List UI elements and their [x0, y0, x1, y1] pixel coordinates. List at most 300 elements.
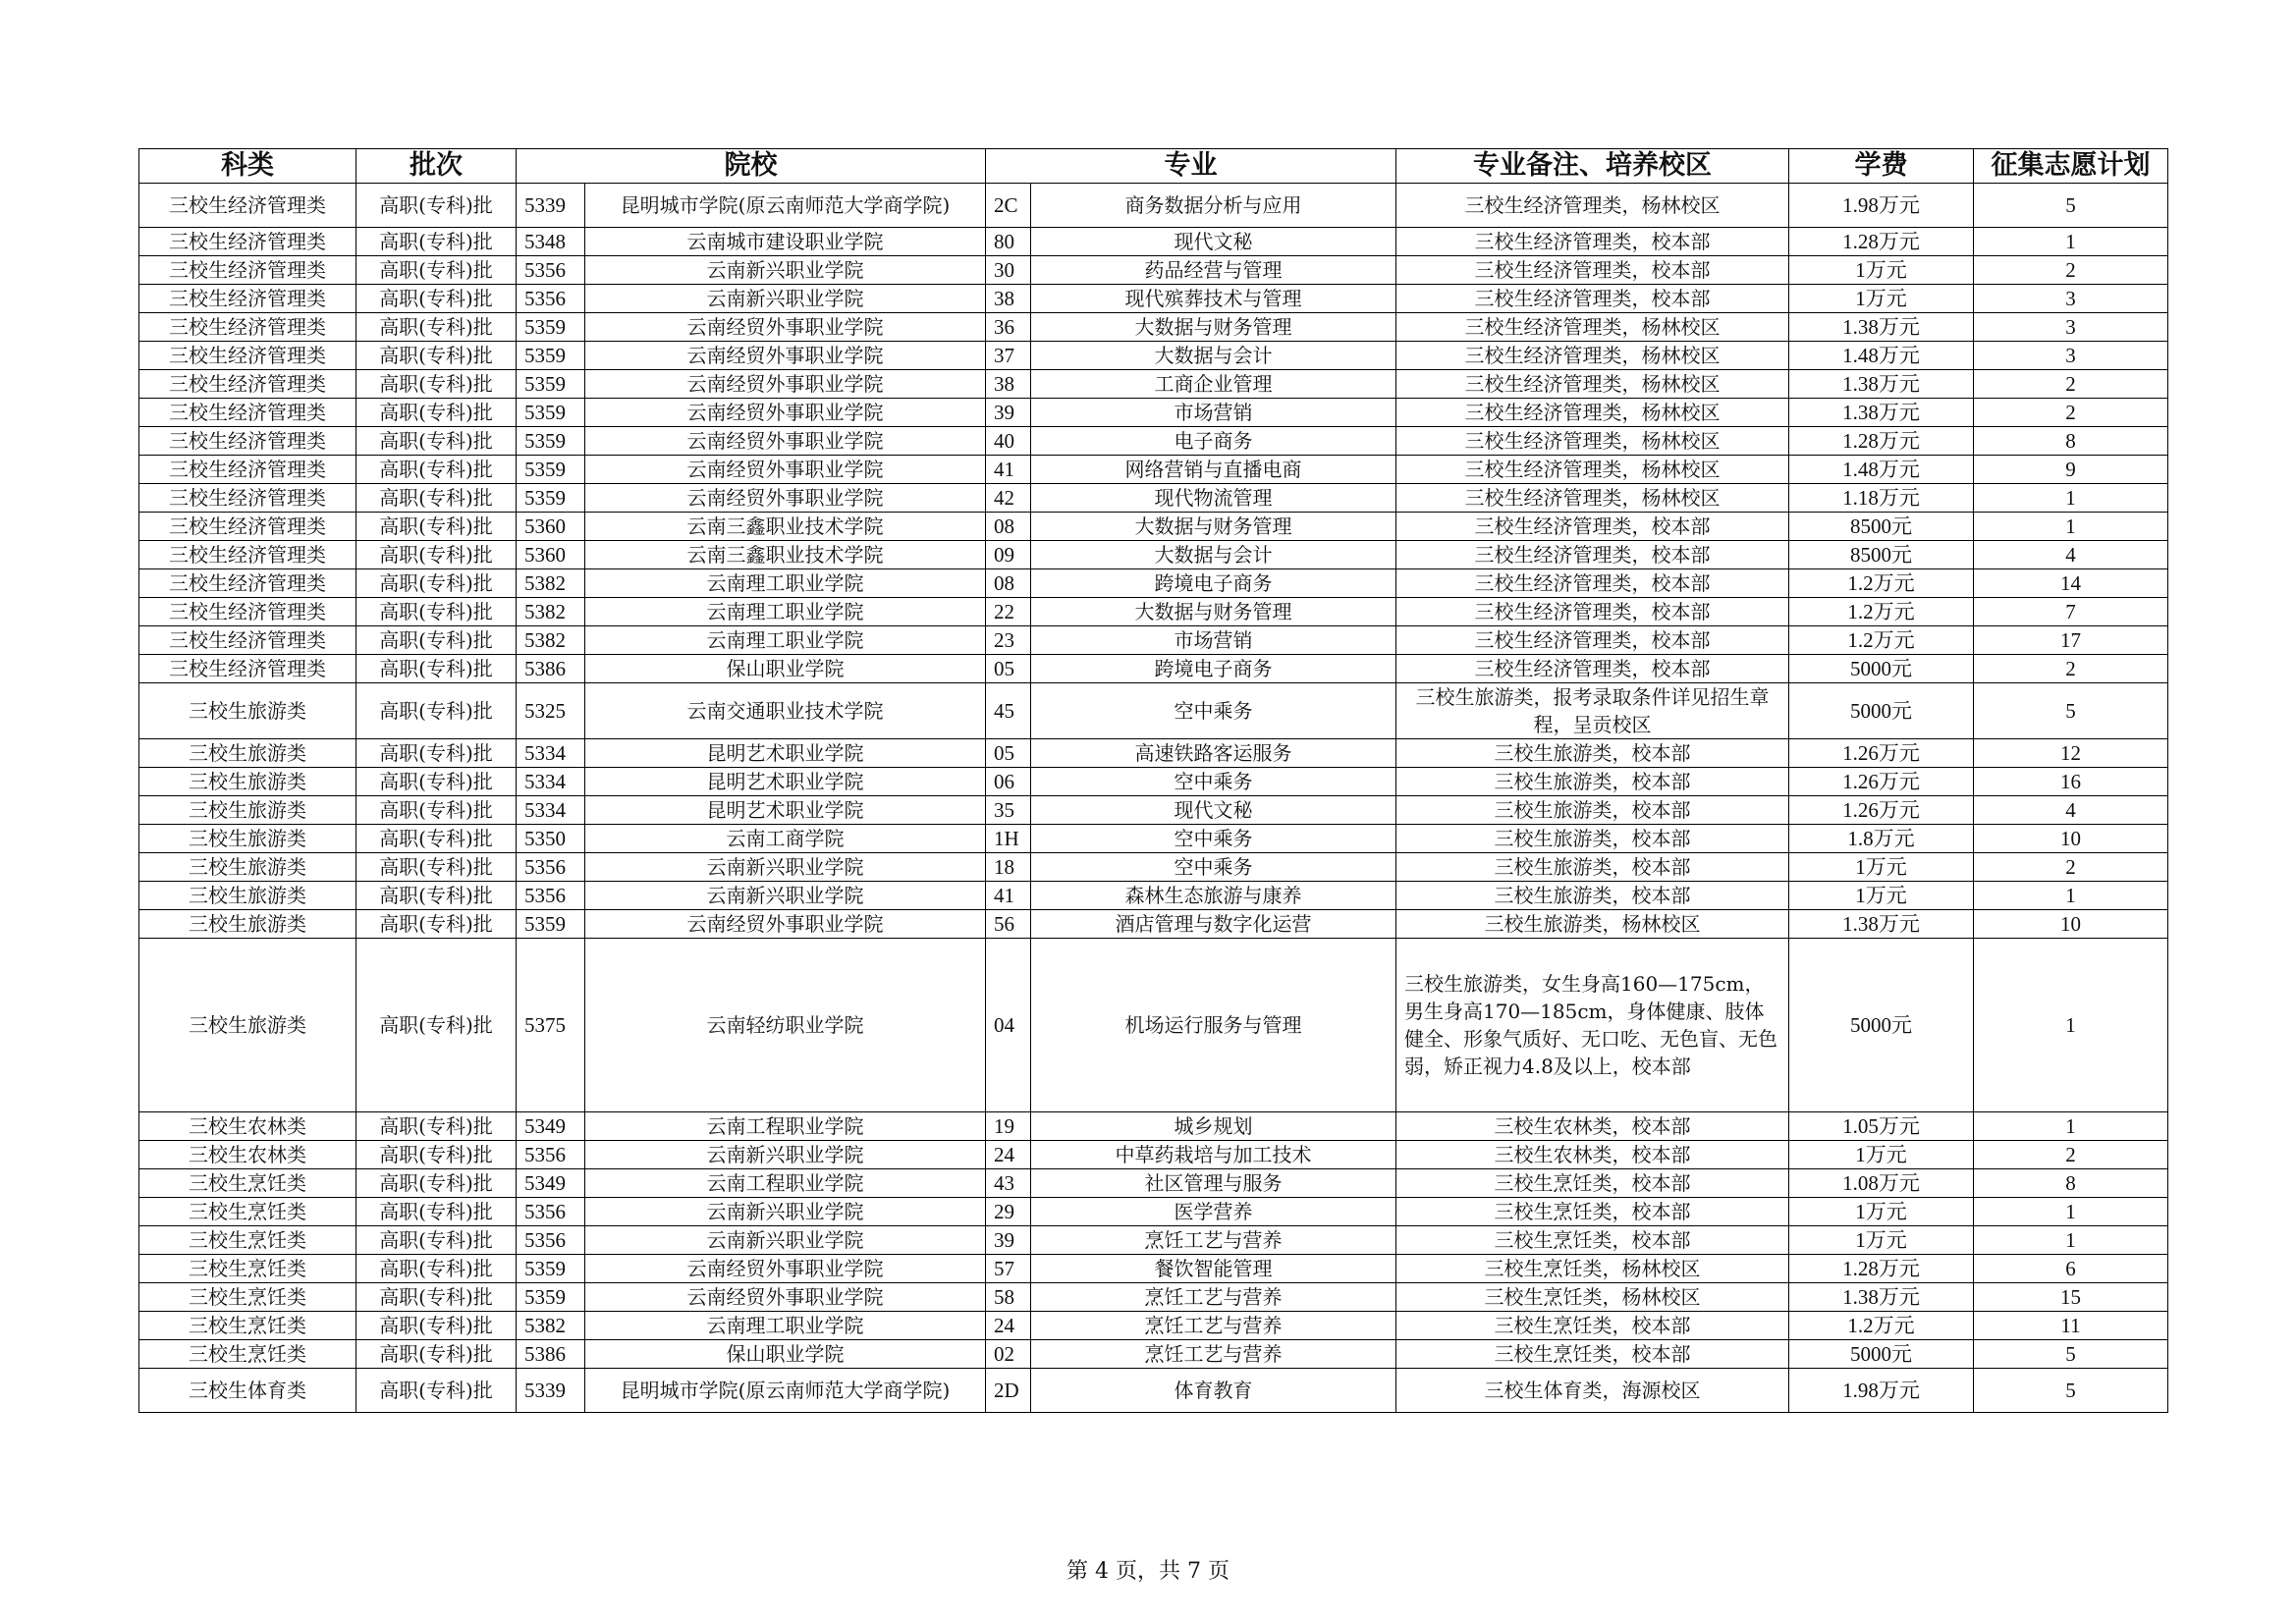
cell-batch: 高职(专科)批: [356, 1141, 517, 1169]
cell-school-code: 5382: [517, 626, 585, 655]
cell-fee: 5000元: [1789, 939, 1974, 1112]
cell-fee: 1.28万元: [1789, 1255, 1974, 1283]
cell-note: 三校生经济管理类，校本部: [1396, 256, 1789, 285]
cell-category: 三校生旅游类: [139, 683, 356, 739]
cell-plan: 4: [1974, 796, 2168, 825]
cell-fee: 1.26万元: [1789, 796, 1974, 825]
cell-fee: 1.08万元: [1789, 1169, 1974, 1198]
cell-school-code: 5356: [517, 853, 585, 882]
cell-plan: 17: [1974, 626, 2168, 655]
cell-fee: 1.28万元: [1789, 427, 1974, 456]
cell-category: 三校生烹饪类: [139, 1169, 356, 1198]
cell-major-code: 30: [986, 256, 1031, 285]
cell-school-code: 5350: [517, 825, 585, 853]
cell-major: 大数据与财务管理: [1031, 313, 1396, 342]
cell-fee: 5000元: [1789, 683, 1974, 739]
cell-school: 云南新兴职业学院: [585, 1226, 986, 1255]
cell-school-code: 5359: [517, 910, 585, 939]
cell-fee: 1.38万元: [1789, 910, 1974, 939]
cell-major-code: 1H: [986, 825, 1031, 853]
cell-school: 云南经贸外事职业学院: [585, 1283, 986, 1312]
cell-category: 三校生烹饪类: [139, 1255, 356, 1283]
cell-school: 云南新兴职业学院: [585, 285, 986, 313]
cell-school: 云南新兴职业学院: [585, 853, 986, 882]
cell-note: 三校生经济管理类，杨林校区: [1396, 399, 1789, 427]
table-row: [139, 626, 2168, 655]
cell-major: 空中乘务: [1031, 683, 1396, 739]
cell-school: 云南轻纺职业学院: [585, 939, 986, 1112]
cell-major: 大数据与会计: [1031, 342, 1396, 370]
cell-fee: 1万元: [1789, 1226, 1974, 1255]
cell-school: 云南三鑫职业技术学院: [585, 541, 986, 569]
table-row: [139, 853, 2168, 882]
cell-major: 大数据与财务管理: [1031, 598, 1396, 626]
cell-plan: 4: [1974, 541, 2168, 569]
cell-plan: 9: [1974, 456, 2168, 484]
table-row: [139, 1283, 2168, 1312]
cell-plan: 6: [1974, 1255, 2168, 1283]
cell-fee: 1.38万元: [1789, 313, 1974, 342]
cell-school-code: 5349: [517, 1112, 585, 1141]
cell-fee: 5000元: [1789, 655, 1974, 683]
cell-category: 三校生经济管理类: [139, 569, 356, 598]
cell-batch: 高职(专科)批: [356, 513, 517, 541]
cell-plan: 10: [1974, 825, 2168, 853]
table-row: [139, 796, 2168, 825]
cell-major-code: 22: [986, 598, 1031, 626]
cell-school-code: 5382: [517, 569, 585, 598]
cell-major: 体育教育: [1031, 1369, 1396, 1413]
cell-school-code: 5356: [517, 285, 585, 313]
cell-batch: 高职(专科)批: [356, 739, 517, 768]
header-major: 专业: [986, 149, 1396, 184]
cell-school: 云南交通职业技术学院: [585, 683, 986, 739]
cell-school-code: 5359: [517, 427, 585, 456]
cell-school-code: 5349: [517, 1169, 585, 1198]
cell-note: 三校生旅游类，校本部: [1396, 768, 1789, 796]
cell-school: 云南理工职业学院: [585, 569, 986, 598]
cell-plan: 1: [1974, 1198, 2168, 1226]
cell-batch: 高职(专科)批: [356, 256, 517, 285]
cell-major: 药品经营与管理: [1031, 256, 1396, 285]
cell-fee: 8500元: [1789, 513, 1974, 541]
table-row: [139, 1312, 2168, 1340]
cell-category: 三校生烹饪类: [139, 1283, 356, 1312]
cell-school: 云南三鑫职业技术学院: [585, 513, 986, 541]
table-row: [139, 1255, 2168, 1283]
cell-major-code: 36: [986, 313, 1031, 342]
cell-batch: 高职(专科)批: [356, 1369, 517, 1413]
cell-note: 三校生旅游类，女生身高160—175cm，男生身高170—185cm，身体健康、肢体健全、形象气质好、无口吃、无色盲、无色弱，矫正视力4.8及以上，校本部: [1396, 939, 1789, 1112]
cell-category: 三校生经济管理类: [139, 541, 356, 569]
cell-school-code: 5359: [517, 342, 585, 370]
cell-fee: 1万元: [1789, 1141, 1974, 1169]
cell-major: 医学营养: [1031, 1198, 1396, 1226]
cell-note: 三校生体育类，海源校区: [1396, 1369, 1789, 1413]
cell-school-code: 5359: [517, 484, 585, 513]
cell-plan: 5: [1974, 1369, 2168, 1413]
cell-note: 三校生烹饪类，校本部: [1396, 1340, 1789, 1369]
cell-note: 三校生农林类，校本部: [1396, 1141, 1789, 1169]
table-row: [139, 541, 2168, 569]
cell-category: 三校生经济管理类: [139, 427, 356, 456]
cell-fee: 1万元: [1789, 1198, 1974, 1226]
cell-major: 机场运行服务与管理: [1031, 939, 1396, 1112]
cell-major-code: 08: [986, 513, 1031, 541]
cell-school: 云南经贸外事职业学院: [585, 456, 986, 484]
cell-category: 三校生烹饪类: [139, 1340, 356, 1369]
cell-fee: 8500元: [1789, 541, 1974, 569]
cell-category: 三校生经济管理类: [139, 313, 356, 342]
cell-fee: 1.18万元: [1789, 484, 1974, 513]
cell-category: 三校生旅游类: [139, 882, 356, 910]
cell-school: 云南理工职业学院: [585, 1312, 986, 1340]
cell-category: 三校生烹饪类: [139, 1198, 356, 1226]
cell-major-code: 24: [986, 1312, 1031, 1340]
cell-school: 云南经贸外事职业学院: [585, 1255, 986, 1283]
cell-fee: 1万元: [1789, 853, 1974, 882]
header-school: 院校: [517, 149, 986, 184]
cell-fee: 1.05万元: [1789, 1112, 1974, 1141]
cell-major: 现代物流管理: [1031, 484, 1396, 513]
cell-school: 昆明城市学院(原云南师范大学商学院): [585, 1369, 986, 1413]
table-row: [139, 484, 2168, 513]
cell-batch: 高职(专科)批: [356, 939, 517, 1112]
cell-category: 三校生农林类: [139, 1141, 356, 1169]
cell-batch: 高职(专科)批: [356, 1340, 517, 1369]
cell-note: 三校生经济管理类，校本部: [1396, 285, 1789, 313]
table-row: [139, 228, 2168, 256]
cell-school-code: 5359: [517, 370, 585, 399]
cell-plan: 12: [1974, 739, 2168, 768]
cell-plan: 1: [1974, 1112, 2168, 1141]
table-row: [139, 427, 2168, 456]
table-row: [139, 313, 2168, 342]
cell-category: 三校生经济管理类: [139, 228, 356, 256]
header-plan: 征集志愿计划: [1974, 149, 2168, 184]
cell-plan: 11: [1974, 1312, 2168, 1340]
cell-plan: 7: [1974, 598, 2168, 626]
cell-school-code: 5334: [517, 739, 585, 768]
cell-plan: 8: [1974, 1169, 2168, 1198]
cell-note: 三校生经济管理类，校本部: [1396, 655, 1789, 683]
cell-plan: 3: [1974, 342, 2168, 370]
cell-major-code: 42: [986, 484, 1031, 513]
table-row: [139, 513, 2168, 541]
cell-note: 三校生经济管理类，杨林校区: [1396, 342, 1789, 370]
cell-school: 云南经贸外事职业学院: [585, 313, 986, 342]
cell-major: 市场营销: [1031, 399, 1396, 427]
cell-major-code: 35: [986, 796, 1031, 825]
cell-major: 空中乘务: [1031, 853, 1396, 882]
cell-school-code: 5334: [517, 796, 585, 825]
cell-plan: 3: [1974, 313, 2168, 342]
cell-fee: 1万元: [1789, 285, 1974, 313]
cell-school: 昆明艺术职业学院: [585, 768, 986, 796]
cell-category: 三校生经济管理类: [139, 256, 356, 285]
cell-school-code: 5375: [517, 939, 585, 1112]
cell-major-code: 39: [986, 399, 1031, 427]
table-row: [139, 370, 2168, 399]
table-row: [139, 285, 2168, 313]
cell-major-code: 43: [986, 1169, 1031, 1198]
table-row: [139, 1369, 2168, 1413]
cell-major: 烹饪工艺与营养: [1031, 1340, 1396, 1369]
cell-major-code: 04: [986, 939, 1031, 1112]
cell-plan: 2: [1974, 655, 2168, 683]
cell-fee: 1.2万元: [1789, 1312, 1974, 1340]
cell-major: 现代文秘: [1031, 796, 1396, 825]
cell-batch: 高职(专科)批: [356, 427, 517, 456]
cell-major-code: 80: [986, 228, 1031, 256]
cell-batch: 高职(专科)批: [356, 1112, 517, 1141]
cell-major-code: 39: [986, 1226, 1031, 1255]
cell-major: 网络营销与直播电商: [1031, 456, 1396, 484]
cell-major: 烹饪工艺与营养: [1031, 1312, 1396, 1340]
cell-school-code: 5348: [517, 228, 585, 256]
cell-school: 云南工商学院: [585, 825, 986, 853]
cell-batch: 高职(专科)批: [356, 1283, 517, 1312]
table-row: [139, 1169, 2168, 1198]
cell-category: 三校生旅游类: [139, 796, 356, 825]
cell-major: 城乡规划: [1031, 1112, 1396, 1141]
cell-batch: 高职(专科)批: [356, 399, 517, 427]
cell-school: 云南经贸外事职业学院: [585, 399, 986, 427]
cell-note: 三校生旅游类，杨林校区: [1396, 910, 1789, 939]
cell-category: 三校生经济管理类: [139, 626, 356, 655]
cell-school-code: 5325: [517, 683, 585, 739]
cell-major-code: 41: [986, 882, 1031, 910]
cell-note: 三校生烹饪类，杨林校区: [1396, 1255, 1789, 1283]
cell-school: 保山职业学院: [585, 1340, 986, 1369]
cell-fee: 1.2万元: [1789, 569, 1974, 598]
cell-fee: 1.48万元: [1789, 456, 1974, 484]
cell-batch: 高职(专科)批: [356, 683, 517, 739]
cell-major-code: 57: [986, 1255, 1031, 1283]
cell-major: 烹饪工艺与营养: [1031, 1226, 1396, 1255]
cell-school-code: 5356: [517, 1141, 585, 1169]
cell-major-code: 58: [986, 1283, 1031, 1312]
cell-plan: 2: [1974, 370, 2168, 399]
cell-major: 工商企业管理: [1031, 370, 1396, 399]
cell-category: 三校生经济管理类: [139, 484, 356, 513]
table-row: [139, 1112, 2168, 1141]
cell-batch: 高职(专科)批: [356, 1169, 517, 1198]
table-row: [139, 683, 2168, 739]
cell-batch: 高职(专科)批: [356, 569, 517, 598]
cell-fee: 1.28万元: [1789, 228, 1974, 256]
cell-major-code: 24: [986, 1141, 1031, 1169]
cell-category: 三校生经济管理类: [139, 513, 356, 541]
cell-major: 大数据与会计: [1031, 541, 1396, 569]
header-category: 科类: [139, 149, 356, 184]
cell-major-code: 18: [986, 853, 1031, 882]
cell-plan: 10: [1974, 910, 2168, 939]
table-row: [139, 1141, 2168, 1169]
cell-major: 餐饮智能管理: [1031, 1255, 1396, 1283]
cell-note: 三校生经济管理类，校本部: [1396, 626, 1789, 655]
cell-note: 三校生经济管理类，杨林校区: [1396, 370, 1789, 399]
cell-note: 三校生经济管理类，校本部: [1396, 598, 1789, 626]
cell-plan: 1: [1974, 939, 2168, 1112]
cell-category: 三校生经济管理类: [139, 456, 356, 484]
cell-batch: 高职(专科)批: [356, 796, 517, 825]
table-header-row: [139, 149, 2168, 184]
header-batch: 批次: [356, 149, 517, 184]
table-row: [139, 598, 2168, 626]
table-row: [139, 768, 2168, 796]
cell-school-code: 5356: [517, 256, 585, 285]
cell-note: 三校生经济管理类，杨林校区: [1396, 427, 1789, 456]
cell-major: 跨境电子商务: [1031, 655, 1396, 683]
cell-plan: 16: [1974, 768, 2168, 796]
cell-major-code: 2D: [986, 1369, 1031, 1413]
cell-school-code: 5359: [517, 313, 585, 342]
cell-category: 三校生经济管理类: [139, 285, 356, 313]
cell-school-code: 5360: [517, 513, 585, 541]
cell-fee: 1.38万元: [1789, 1283, 1974, 1312]
cell-major: 空中乘务: [1031, 825, 1396, 853]
cell-note: 三校生经济管理类，校本部: [1396, 541, 1789, 569]
cell-batch: 高职(专科)批: [356, 484, 517, 513]
cell-school: 昆明城市学院(原云南师范大学商学院): [585, 184, 986, 228]
cell-batch: 高职(专科)批: [356, 1226, 517, 1255]
table-row: [139, 939, 2168, 1112]
table-row: [139, 1198, 2168, 1226]
cell-batch: 高职(专科)批: [356, 228, 517, 256]
cell-school: 云南经贸外事职业学院: [585, 427, 986, 456]
cell-batch: 高职(专科)批: [356, 626, 517, 655]
cell-plan: 1: [1974, 228, 2168, 256]
table-row: [139, 739, 2168, 768]
cell-major: 社区管理与服务: [1031, 1169, 1396, 1198]
cell-plan: 1: [1974, 513, 2168, 541]
header-note: 专业备注、培养校区: [1396, 149, 1789, 184]
cell-major-code: 2C: [986, 184, 1031, 228]
table-row: [139, 825, 2168, 853]
cell-category: 三校生旅游类: [139, 910, 356, 939]
cell-school: 云南新兴职业学院: [585, 1198, 986, 1226]
cell-batch: 高职(专科)批: [356, 1255, 517, 1283]
cell-batch: 高职(专科)批: [356, 768, 517, 796]
cell-school: 云南新兴职业学院: [585, 882, 986, 910]
cell-batch: 高职(专科)批: [356, 853, 517, 882]
cell-batch: 高职(专科)批: [356, 370, 517, 399]
cell-major-code: 38: [986, 285, 1031, 313]
cell-school-code: 5356: [517, 1226, 585, 1255]
cell-school: 云南经贸外事职业学院: [585, 484, 986, 513]
header-fee: 学费: [1789, 149, 1974, 184]
cell-batch: 高职(专科)批: [356, 882, 517, 910]
cell-major-code: 41: [986, 456, 1031, 484]
cell-school: 昆明艺术职业学院: [585, 796, 986, 825]
cell-major-code: 37: [986, 342, 1031, 370]
cell-major-code: 08: [986, 569, 1031, 598]
cell-category: 三校生经济管理类: [139, 342, 356, 370]
cell-note: 三校生烹饪类，校本部: [1396, 1198, 1789, 1226]
cell-major-code: 02: [986, 1340, 1031, 1369]
cell-batch: 高职(专科)批: [356, 313, 517, 342]
cell-batch: 高职(专科)批: [356, 285, 517, 313]
cell-school: 云南理工职业学院: [585, 598, 986, 626]
table-row: [139, 256, 2168, 285]
cell-note: 三校生经济管理类，校本部: [1396, 569, 1789, 598]
cell-note: 三校生烹饪类，校本部: [1396, 1169, 1789, 1198]
cell-category: 三校生经济管理类: [139, 655, 356, 683]
cell-category: 三校生经济管理类: [139, 399, 356, 427]
cell-school: 云南城市建设职业学院: [585, 228, 986, 256]
cell-note: 三校生旅游类，校本部: [1396, 739, 1789, 768]
cell-major-code: 19: [986, 1112, 1031, 1141]
cell-major: 现代文秘: [1031, 228, 1396, 256]
cell-plan: 15: [1974, 1283, 2168, 1312]
cell-fee: 1.98万元: [1789, 1369, 1974, 1413]
cell-batch: 高职(专科)批: [356, 541, 517, 569]
cell-plan: 2: [1974, 399, 2168, 427]
cell-school-code: 5356: [517, 882, 585, 910]
table-row: [139, 655, 2168, 683]
cell-batch: 高职(专科)批: [356, 1312, 517, 1340]
cell-fee: 1.26万元: [1789, 739, 1974, 768]
cell-fee: 1万元: [1789, 882, 1974, 910]
cell-fee: 1.38万元: [1789, 399, 1974, 427]
page-footer: 第 4 页，共 7 页: [1066, 1559, 1230, 1584]
cell-school: 昆明艺术职业学院: [585, 739, 986, 768]
cell-note: 三校生旅游类，校本部: [1396, 796, 1789, 825]
cell-major: 森林生态旅游与康养: [1031, 882, 1396, 910]
table-row: [139, 1226, 2168, 1255]
cell-category: 三校生旅游类: [139, 768, 356, 796]
cell-note: 三校生经济管理类，杨林校区: [1396, 313, 1789, 342]
cell-school-code: 5339: [517, 1369, 585, 1413]
cell-category: 三校生旅游类: [139, 739, 356, 768]
cell-major: 中草药栽培与加工技术: [1031, 1141, 1396, 1169]
cell-major-code: 38: [986, 370, 1031, 399]
cell-fee: 5000元: [1789, 1340, 1974, 1369]
cell-category: 三校生经济管理类: [139, 370, 356, 399]
cell-note: 三校生经济管理类，杨林校区: [1396, 456, 1789, 484]
cell-school: 云南新兴职业学院: [585, 1141, 986, 1169]
cell-school-code: 5359: [517, 1255, 585, 1283]
cell-school-code: 5382: [517, 1312, 585, 1340]
cell-note: 三校生旅游类，校本部: [1396, 853, 1789, 882]
cell-fee: 1.8万元: [1789, 825, 1974, 853]
cell-school: 云南工程职业学院: [585, 1169, 986, 1198]
cell-plan: 2: [1974, 853, 2168, 882]
cell-batch: 高职(专科)批: [356, 598, 517, 626]
cell-category: 三校生旅游类: [139, 825, 356, 853]
cell-major-code: 05: [986, 739, 1031, 768]
cell-school-code: 5356: [517, 1198, 585, 1226]
cell-plan: 14: [1974, 569, 2168, 598]
cell-school-code: 5339: [517, 184, 585, 228]
cell-note: 三校生烹饪类，校本部: [1396, 1226, 1789, 1255]
table-row: [139, 342, 2168, 370]
cell-category: 三校生体育类: [139, 1369, 356, 1413]
cell-major: 高速铁路客运服务: [1031, 739, 1396, 768]
cell-batch: 高职(专科)批: [356, 342, 517, 370]
admissions-table: [138, 148, 2168, 1413]
cell-note: 三校生经济管理类，校本部: [1396, 228, 1789, 256]
cell-school-code: 5360: [517, 541, 585, 569]
cell-fee: 1.98万元: [1789, 184, 1974, 228]
cell-major-code: 05: [986, 655, 1031, 683]
cell-category: 三校生经济管理类: [139, 598, 356, 626]
cell-plan: 2: [1974, 1141, 2168, 1169]
cell-fee: 1.38万元: [1789, 370, 1974, 399]
table-row: [139, 569, 2168, 598]
cell-note: 三校生经济管理类，杨林校区: [1396, 484, 1789, 513]
